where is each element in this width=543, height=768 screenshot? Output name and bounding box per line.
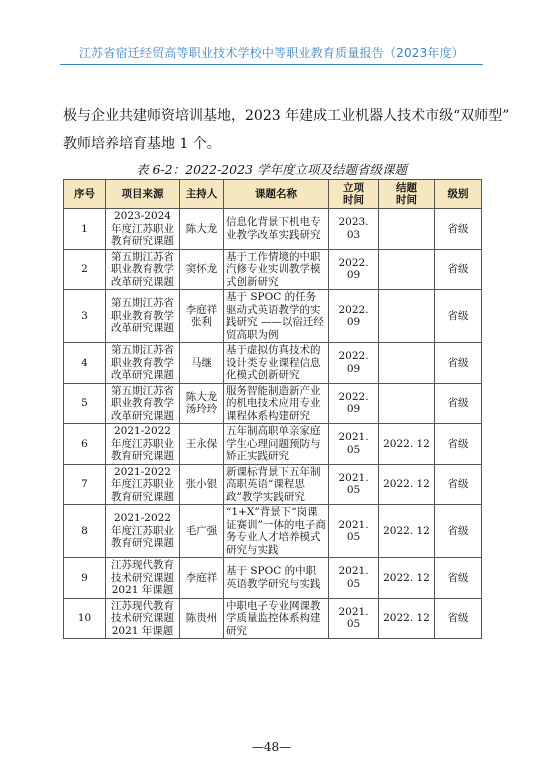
cell-host: 王永保	[180, 424, 224, 465]
cell-start: 2021. 05	[329, 424, 379, 465]
cell-host: 陈大龙 汤玲玲	[180, 383, 224, 424]
cell-host: 毛广强	[180, 505, 224, 558]
cell-host: 张小银	[180, 464, 224, 505]
header-end: 结题 时间	[379, 180, 435, 209]
cell-source: 2021-2022 年度江苏职业教育研究课题	[106, 424, 180, 465]
cell-host: 陈贵州	[180, 598, 224, 639]
cell-source: 江苏现代教育技术研究课题 2021 年课题	[106, 598, 180, 639]
cell-level: 省级	[435, 290, 482, 343]
header-host: 主持人	[180, 180, 224, 209]
cell-host: 马继	[180, 343, 224, 384]
table-row	[64, 209, 482, 250]
table-row	[64, 598, 482, 639]
table-row	[64, 464, 482, 505]
cell-start: 2022. 09	[329, 249, 379, 290]
cell-end: 2022. 12	[379, 558, 435, 599]
cell-level: 省级	[435, 424, 482, 465]
cell-no: 9	[64, 558, 106, 599]
table-caption: 表 6-2：2022-2023 学年度立项及结题省级课题	[136, 162, 407, 177]
cell-end	[379, 249, 435, 290]
cell-end: 2022. 12	[379, 505, 435, 558]
cell-source: 江苏现代教育技术研究课题 2021 年课题	[106, 558, 180, 599]
cell-no: 7	[64, 464, 106, 505]
cell-level: 省级	[435, 505, 482, 558]
cell-name: 基于虚拟仿真技术的设计类专业课程信息化模式创新研究	[224, 343, 329, 384]
cell-start: 2021. 05	[329, 558, 379, 599]
table-row	[64, 558, 482, 599]
cell-start: 2023. 03	[329, 209, 379, 250]
cell-no: 8	[64, 505, 106, 558]
cell-start: 2021. 05	[329, 598, 379, 639]
cell-level: 省级	[435, 209, 482, 250]
table-header-row	[64, 180, 482, 209]
cell-level: 省级	[435, 343, 482, 384]
cell-no: 5	[64, 383, 106, 424]
cell-host: 窦怀龙	[180, 249, 224, 290]
table-row	[64, 505, 482, 558]
cell-end	[379, 343, 435, 384]
cell-source: 第五期江苏省职业教育教学改革研究课题	[106, 290, 180, 343]
cell-end	[379, 209, 435, 250]
header-level: 级别	[435, 180, 482, 209]
cell-end	[379, 383, 435, 424]
cell-level: 省级	[435, 383, 482, 424]
header-divider	[60, 64, 483, 65]
cell-start: 2022. 09	[329, 290, 379, 343]
cell-name: 中职电子专业网课教学质量监控体系构建研究	[224, 598, 329, 639]
cell-start: 2021. 05	[329, 505, 379, 558]
cell-name: “1+X”背景下“岗课证赛训”一体的电子商务专业人才培养模式研究与实践	[224, 505, 329, 558]
cell-no: 1	[64, 209, 106, 250]
cell-source: 第五期江苏省职业教育教学改革研究课题	[106, 383, 180, 424]
cell-level: 省级	[435, 464, 482, 505]
cell-name: 新课标背景下五年制高职英语“课程思政”教学实践研究	[224, 464, 329, 505]
cell-host: 陈大龙	[180, 209, 224, 250]
cell-source: 2021-2022 年度江苏职业教育研究课题	[106, 464, 180, 505]
cell-no: 4	[64, 343, 106, 384]
cell-no: 6	[64, 424, 106, 465]
table-row	[64, 249, 482, 290]
cell-name: 信息化背景下机电专业教学改革实践研究	[224, 209, 329, 250]
cell-level: 省级	[435, 249, 482, 290]
cell-start: 2022. 09	[329, 343, 379, 384]
header-no: 序号	[64, 180, 106, 209]
report-header-title: 江苏省宿迁经贸高等职业技术学校中等职业教育质量报告（2023年度）	[78, 46, 465, 60]
cell-host: 李庭祥 张利	[180, 290, 224, 343]
cell-no: 10	[64, 598, 106, 639]
cell-source: 第五期江苏省职业教育教学改革研究课题	[106, 343, 180, 384]
header-start: 立项 时间	[329, 180, 379, 209]
cell-start: 2022. 09	[329, 383, 379, 424]
table-row	[64, 383, 482, 424]
header-source: 项目来源	[106, 180, 180, 209]
cell-name: 服务智能制造新产业的机电技术应用专业课程体系构建研究	[224, 383, 329, 424]
cell-end: 2022. 12	[379, 424, 435, 465]
projects-table	[63, 179, 482, 639]
cell-name: 基于 SPOC 的中职英语教学研究与实践	[224, 558, 329, 599]
cell-name: 基于工作情境的中职汽修专业实训教学模式创新研究	[224, 249, 329, 290]
table-row	[64, 424, 482, 465]
cell-no: 3	[64, 290, 106, 343]
cell-source: 第五期江苏省职业教育教学改革研究课题	[106, 249, 180, 290]
cell-end: 2022. 12	[379, 464, 435, 505]
table-row	[64, 290, 482, 343]
cell-start: 2021. 05	[329, 464, 379, 505]
cell-level: 省级	[435, 598, 482, 639]
header-name: 课题名称	[224, 180, 329, 209]
cell-level: 省级	[435, 558, 482, 599]
cell-no: 2	[64, 249, 106, 290]
cell-end: 2022. 12	[379, 598, 435, 639]
page-number: —48—	[251, 740, 292, 754]
cell-host: 李庭祥	[180, 558, 224, 599]
body-paragraph-line-1: 极与企业共建师资培训基地，2023 年建成工业机器人技术市级“双师型”	[63, 108, 510, 124]
cell-name: 五年制高职单亲家庭学生心理问题预防与矫正实践研究	[224, 424, 329, 465]
table-row	[64, 343, 482, 384]
cell-source: 2021-2022 年度江苏职业教育研究课题	[106, 505, 180, 558]
cell-source: 2023-2024 年度江苏职业教育研究课题	[106, 209, 180, 250]
cell-name: 基于 SPOC 的任务驱动式英语教学的实践研究 ——以宿迁经贸高职为例	[224, 290, 329, 343]
body-paragraph-line-2: 教师培养培育基地 1 个。	[63, 136, 221, 152]
cell-end	[379, 290, 435, 343]
